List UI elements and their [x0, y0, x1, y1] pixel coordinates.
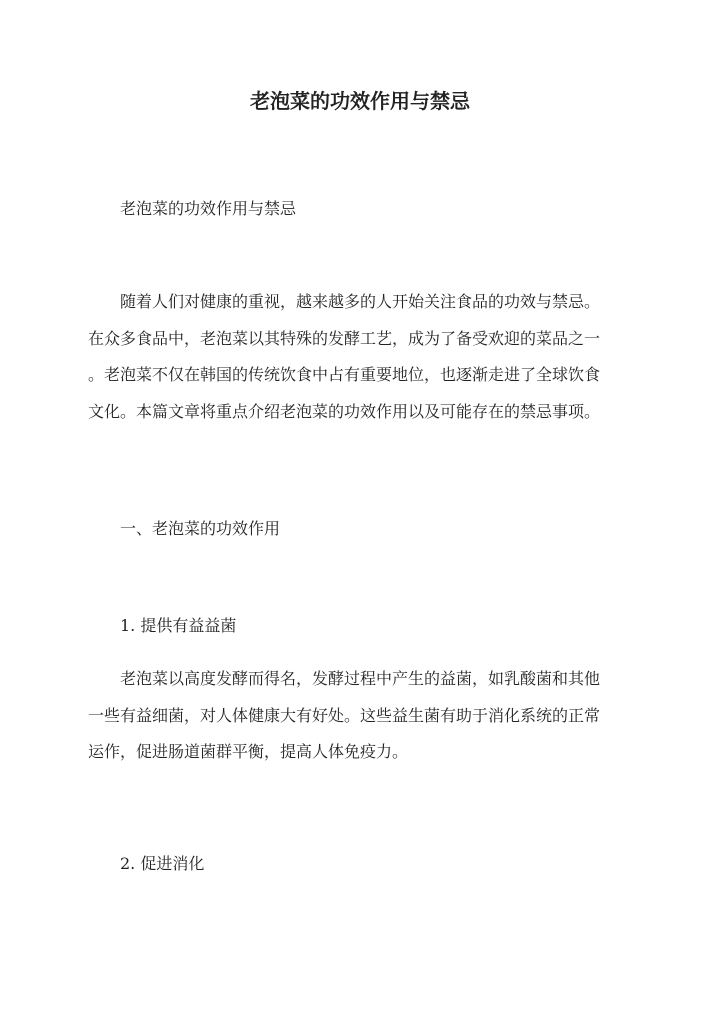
- subtitle-text: 老泡菜的功效作用与禁忌: [120, 199, 297, 218]
- item-heading: [88, 608, 636, 645]
- paragraph-line: 随着人们对健康的重视，越来越多的人开始关注食品的功效与禁忌。: [120, 292, 601, 311]
- intro-paragraph: [88, 284, 636, 430]
- item-heading-text: 1. 提供有益益菌: [120, 616, 237, 635]
- item-paragraph: [88, 661, 636, 771]
- item-heading: [88, 846, 636, 883]
- paragraph-line: 。老泡菜不仅在韩国的传统饮食中占有重要地位，也逐渐走进了全球饮食: [88, 365, 601, 384]
- paragraph-line: 运作，促进肠道菌群平衡，提高人体免疫力。: [88, 742, 409, 761]
- document-subtitle: [88, 191, 636, 228]
- item-heading-text: 2. 促进消化: [120, 854, 205, 873]
- paragraph-line: 老泡菜以高度发酵而得名，发酵过程中产生的益菌，如乳酸菌和其他: [120, 669, 601, 688]
- paragraph-line: 一些有益细菌，对人体健康大有好处。这些益生菌有助于消化系统的正常: [88, 705, 601, 725]
- section-heading-text: 一、老泡菜的功效作用: [120, 519, 281, 538]
- paragraph-line: 文化。本篇文章将重点介绍老泡菜的功效作用以及可能存在的禁忌事项。: [88, 401, 601, 421]
- section-heading: [88, 511, 636, 548]
- document-title: 老泡菜的功效作用与禁忌: [250, 89, 470, 113]
- paragraph-line: 在众多食品中，老泡菜以其特殊的发酵工艺，成为了备受欢迎的菜品之一: [88, 328, 601, 348]
